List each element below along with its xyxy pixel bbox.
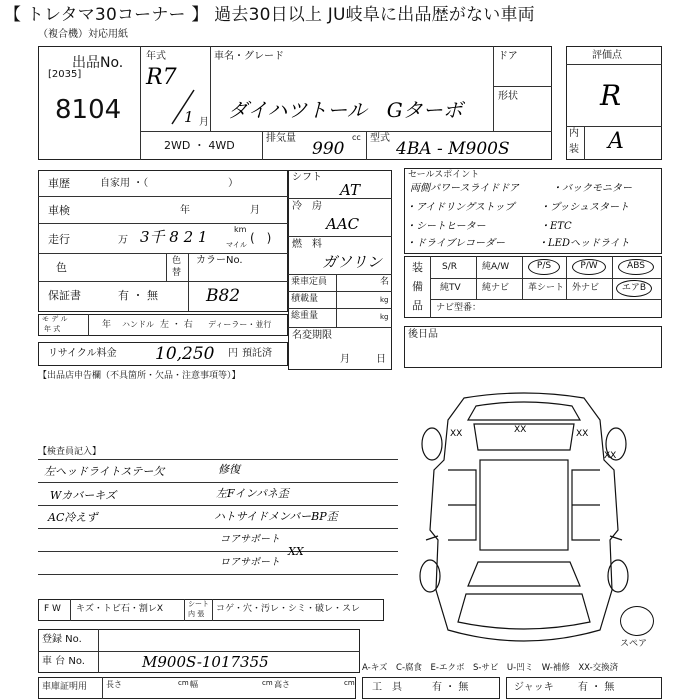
handle-label: ハンドル	[122, 320, 154, 329]
after-date-box	[404, 326, 662, 368]
after-date-label: 後日品	[408, 329, 438, 340]
model-label: 型式	[370, 133, 390, 144]
recycle-value: 10,250	[155, 344, 215, 364]
sales-point-8: ・LEDヘッドライト	[538, 238, 630, 249]
warranty-value: 有 ・ 無	[118, 289, 158, 302]
registration-label: 登録 No.	[42, 634, 82, 645]
weight-label: 総重量	[291, 311, 319, 321]
mileage-unit-mile: マイル	[226, 241, 247, 249]
equipment-label-1: 装	[412, 261, 423, 274]
cert-label: 車庫証明用	[42, 682, 88, 692]
lot-sub: [2035]	[48, 69, 82, 80]
change-date-day: 日	[376, 354, 386, 365]
inspector-label: 【検査員記入】	[38, 447, 102, 457]
shift-value: AT	[340, 181, 361, 199]
mileage-unit-km: km	[234, 225, 247, 234]
score-value: R	[600, 79, 622, 112]
equip-airbag: エアB	[616, 280, 652, 297]
subheader: （複合機）対応用紙	[38, 29, 128, 40]
diagram-mark-rear-center: XX	[514, 425, 527, 435]
fuel-value: ガソリン	[322, 253, 383, 271]
fw-label-4: 内 張	[188, 610, 205, 618]
history-value: 自家用 ・（ ）	[100, 178, 239, 189]
tools-label: 工 具	[372, 682, 402, 693]
dealer-label: ディーラー・並行	[208, 320, 272, 329]
navi-model-label: ナビ型番：	[436, 303, 482, 313]
equip-pw: P/W	[572, 259, 606, 275]
color-no-value: B82	[206, 286, 241, 306]
inspector-note2-5: ロアサポート	[220, 557, 280, 568]
cert-length: 長さ	[106, 680, 122, 689]
sales-point-6: ・ETC	[540, 221, 572, 232]
sales-point-3: ・アイドリングストップ	[406, 202, 515, 213]
equip-outer-navi: 外ナビ	[572, 283, 600, 293]
interior-value: A	[608, 129, 624, 154]
recycle-label: リサイクル料金	[48, 348, 117, 359]
sales-point-4: ・プッシュスタート	[540, 202, 630, 213]
warranty-label: 保証書	[48, 289, 81, 302]
lot-number: 8104	[55, 95, 122, 125]
color-change-label-1: 色	[172, 256, 182, 266]
jack-value: 有 ・ 無	[578, 682, 615, 693]
chassis-label: 車 台 No.	[42, 656, 85, 667]
displacement-unit: cc	[352, 133, 361, 142]
color-change-label-2: 替	[172, 268, 182, 278]
equipment-label-2: 備	[412, 280, 423, 293]
spare-circle	[620, 606, 654, 636]
door-label: ドア	[498, 51, 518, 62]
mileage-label: 走行	[48, 233, 70, 246]
model-value: 4BA - M900S	[396, 139, 510, 159]
sales-point-2: ・バックモニター	[552, 183, 632, 194]
change-date-unit: 月	[340, 354, 350, 365]
year-value: R7	[146, 65, 177, 90]
mileage-man: 万	[118, 235, 128, 246]
capacity-label: 乗車定員	[291, 277, 328, 287]
inspector-note-1: 左ヘッドライトステー欠	[44, 465, 165, 478]
fuel-label: 燃 料	[292, 239, 322, 250]
chassis-value: M900S-1017355	[142, 653, 269, 671]
weight-unit: kg	[380, 313, 389, 321]
spare-label: スペア	[620, 639, 648, 649]
year-label: 年式	[146, 51, 166, 62]
model-year-label-1: モ デ ル	[42, 315, 68, 323]
legend: A-キズ C-腐食 E-エクボ S-サビ U-凹ミ W-補修 XX-交換済	[362, 663, 619, 673]
equip-leather: 革シート	[528, 283, 565, 293]
shape-label: 形状	[498, 91, 518, 102]
score-label: 評価点	[592, 50, 622, 61]
inspection-year: 年	[180, 205, 190, 216]
fw-label-5: コゲ・穴・汚レ・シミ・破レ・スレ	[216, 604, 361, 614]
sales-point-7: ・ドライブレコーダー	[406, 238, 505, 249]
inspection-label: 車検	[48, 204, 70, 217]
load-unit: kg	[380, 296, 389, 304]
fw-label-3: シート	[188, 600, 209, 608]
equip-tv: 純TV	[440, 283, 461, 293]
recycle-deposit: 預託済	[242, 348, 272, 359]
inspector-note-3: AC冷えず	[48, 511, 98, 524]
handle-value: 左 ・ 右	[160, 320, 193, 330]
diagram-mark-rear-left: XX	[450, 429, 463, 439]
car-damage-diagram	[404, 390, 644, 660]
lot-label: 出品No.	[72, 55, 124, 71]
displacement-value: 990	[312, 139, 345, 159]
ac-label: 冷 房	[292, 201, 322, 212]
equip-sr: S/R	[442, 262, 457, 272]
capacity-unit: 名	[380, 277, 390, 287]
color-no-label: カラーNo.	[196, 255, 243, 266]
sales-point-5: ・シートヒーター	[406, 221, 486, 232]
cert-unit-3: cm	[344, 679, 355, 687]
color-label: 色	[56, 261, 67, 274]
inspector-note2-3: ハトサイドメンバーBP歪	[214, 510, 338, 523]
cert-width: 幅	[190, 680, 198, 689]
sales-points-label: セールスポイント	[408, 170, 480, 180]
diagram-mark-right: XX	[604, 451, 617, 461]
fw-label-2: キズ・トビ石・割レX	[76, 604, 163, 614]
displacement-label: 排気量	[266, 133, 296, 144]
inspector-note-2: Wカバーキズ	[50, 489, 117, 502]
ac-value: AAC	[326, 215, 360, 233]
equip-aw: 純A/W	[482, 262, 510, 272]
inspector-note2-1: 修復	[218, 463, 240, 476]
model-year-year: 年	[102, 320, 112, 330]
inspector-note2-2: 左Fインパネ歪	[216, 487, 289, 500]
cert-height: 高さ	[274, 680, 290, 689]
inspector-note2-4: コアサポート	[220, 534, 280, 545]
year-month-unit: 月	[199, 117, 209, 128]
mileage-paren: ( )	[250, 231, 272, 245]
interior-label-1: 内	[569, 128, 579, 139]
jack-label: ジャッキ	[514, 682, 554, 693]
inspector-note2-6: XX	[288, 545, 304, 558]
cert-unit-2: cm	[262, 679, 273, 687]
mileage-value: 3千 8 2 1	[140, 228, 208, 246]
car-name-value: ダイハツトール Gターボ	[228, 98, 463, 122]
equip-abs: ABS	[618, 259, 654, 275]
model-year-label-2: 年 式	[44, 325, 61, 333]
equip-ps: P/S	[528, 259, 560, 275]
recycle-unit: 円	[228, 348, 238, 359]
fw-label-1: F W	[44, 604, 61, 614]
interior-label-2: 装	[569, 144, 579, 155]
diagram-mark-rear-right: XX	[576, 429, 589, 439]
year-month-value: 1	[184, 108, 194, 126]
equipment-label-3: 品	[412, 299, 423, 312]
shift-label: シフト	[292, 172, 322, 183]
drive-label: 2WD ・ 4WD	[164, 139, 235, 152]
cert-unit-1: cm	[178, 679, 189, 687]
tools-value: 有 ・ 無	[432, 682, 469, 693]
load-label: 積載量	[291, 294, 319, 304]
dealer-report-label: 【出品店申告欄（不具箇所・欠品・注意事項等）】	[38, 371, 241, 381]
car-name-label: 車名・グレード	[214, 51, 284, 62]
banner-title: 【 トレタマ30コーナー 】 過去30日以上 JU岐阜に出品歴がない車両	[4, 5, 535, 25]
history-label: 車歴	[48, 177, 70, 190]
sales-point-1: 両側パワースライドドア	[410, 183, 519, 194]
inspection-month: 月	[250, 205, 260, 216]
equip-navi: 純ナビ	[482, 283, 510, 293]
change-date-label: 名変期限	[292, 330, 332, 341]
